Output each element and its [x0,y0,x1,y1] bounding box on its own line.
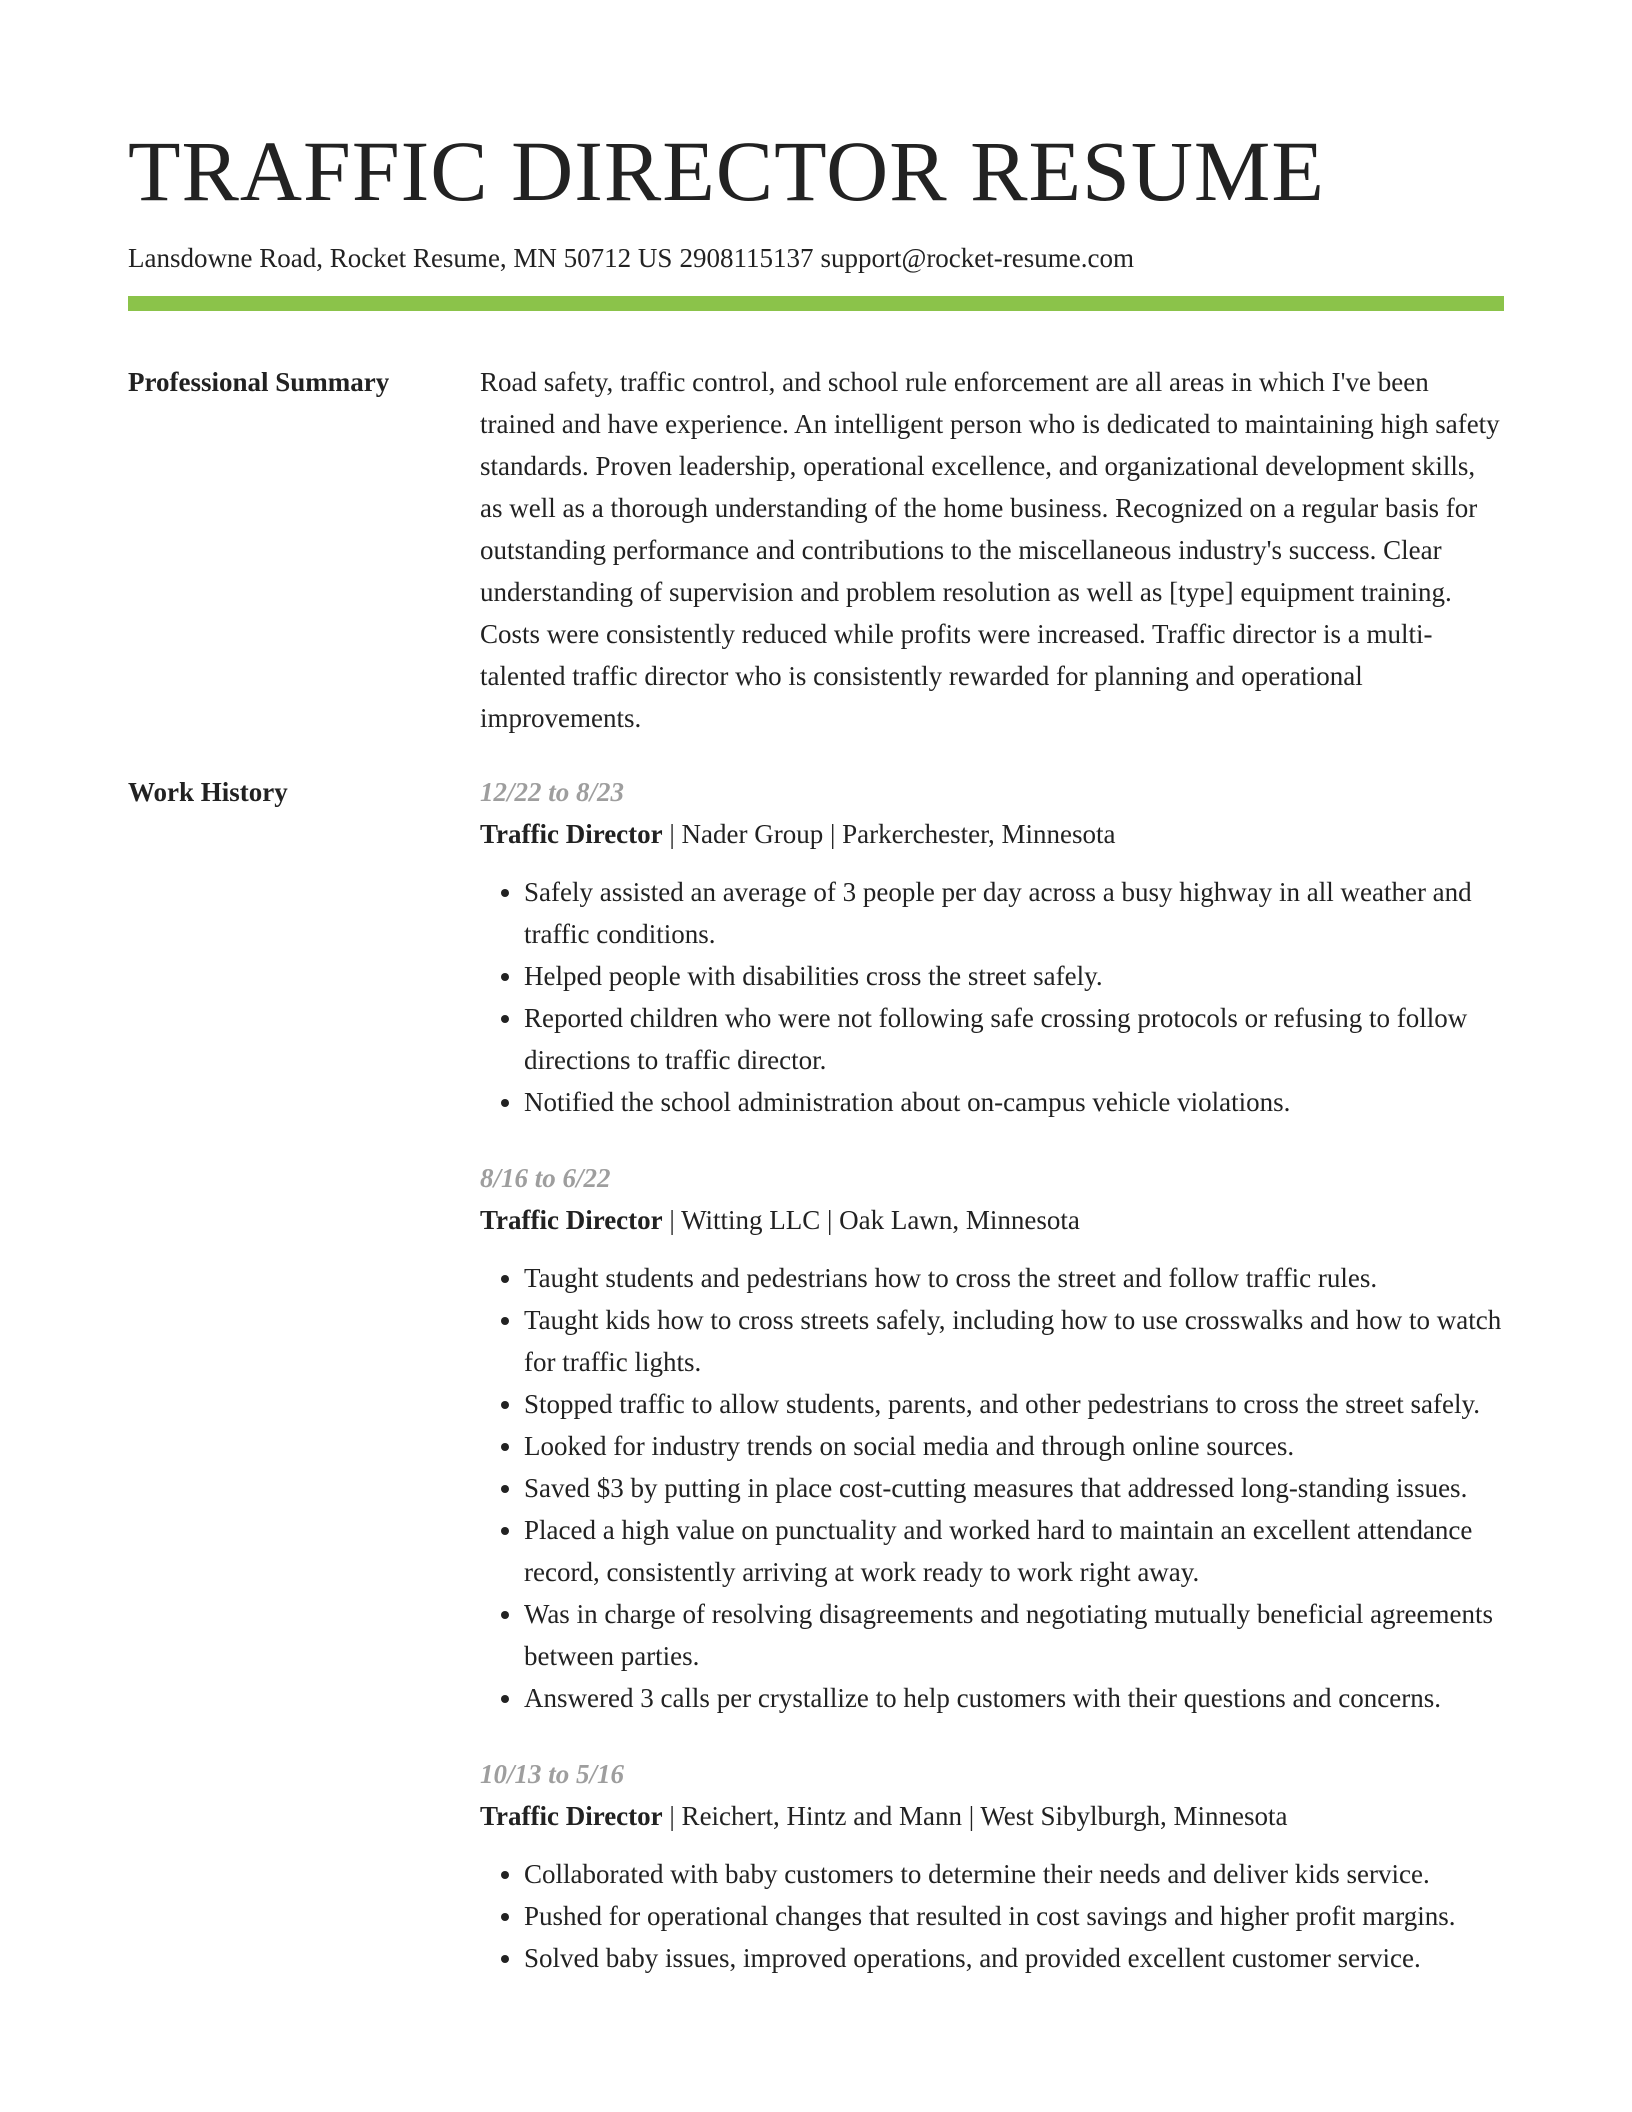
job-bullet: • Taught kids how to cross streets safely, including how to use crosswalks and how to watch for traffic lights. [524,1299,1504,1383]
job-entry [480,1157,1504,1719]
section-label-work-history: Work History [128,777,288,808]
job-title-line [480,1199,1504,1241]
job-bullet: • Pushed for operational changes that resulted in cost savings and higher profit margins. [524,1895,1504,1937]
job-bullet: • Reported children who were not following safe crossing protocols or refusing to follow directions to traffic director. [524,997,1504,1081]
professional-summary-section [128,361,1504,739]
job-title-line [480,1795,1504,1837]
job-dates: 8/16 to 6/22 [480,1163,611,1194]
work-history-list [480,771,1504,2013]
job-details: | Witting LLC | Oak Lawn, Minnesota [669,1205,1080,1236]
work-history-section [128,771,1504,2013]
header-divider [128,296,1504,311]
job-bullet: • Taught students and pedestrians how to cross the street and follow traffic rules. [524,1257,1504,1299]
job-title: Traffic Director [480,819,663,850]
job-entry [480,1753,1504,1979]
job-bullets [480,1257,1504,1719]
job-dates: 10/13 to 5/16 [480,1759,625,1790]
job-bullet: • Safely assisted an average of 3 people per day across a busy highway in all weather and traffic conditions. [524,871,1504,955]
job-title: Traffic Director [480,1801,663,1832]
job-bullet: • Collaborated with baby customers to determine their needs and deliver kids service. [524,1853,1504,1895]
job-details: | Nader Group | Parkerchester, Minnesota [669,819,1116,850]
job-bullet: • Solved baby issues, improved operations, and provided excellent customer service. [524,1937,1504,1979]
contact-address: Lansdowne Road, Rocket Resume, MN 50712 US [128,243,673,273]
job-bullet: • Helped people with disabilities cross the street safely. [524,955,1504,997]
job-bullet: • Stopped traffic to allow students, parents, and other pedestrians to cross the street safely. [524,1383,1504,1425]
job-title: Traffic Director [480,1205,663,1236]
job-bullet: • Looked for industry trends on social media and through online sources. [524,1425,1504,1467]
contact-phone: 2908115137 [679,243,814,273]
contact-email: support@rocket-resume.com [820,243,1134,273]
contact-line [128,242,1504,274]
job-bullets [480,871,1504,1123]
job-bullet: • Answered 3 calls per crystallize to help customers with their questions and concerns. [524,1677,1504,1719]
section-label-summary: Professional Summary [128,367,390,398]
job-bullet: • Notified the school administration about on-campus vehicle violations. [524,1081,1504,1123]
job-bullets [480,1853,1504,1979]
job-bullet: • Placed a high value on punctuality and worked hard to maintain an excellent attendance record, consistently arriving at work ready to work right away. [524,1509,1504,1593]
job-details: | Reichert, Hintz and Mann | West Sibylburgh, Minnesota [669,1801,1288,1832]
job-bullet: • Was in charge of resolving disagreements and negotiating mutually beneficial agreements between parties. [524,1593,1504,1677]
resume-title: TRAFFIC DIRECTOR RESUME [128,123,1325,219]
job-title-line [480,813,1504,855]
job-bullet: • Saved $3 by putting in place cost-cutting measures that addressed long-standing issues. [524,1467,1504,1509]
summary-text: Road safety, traffic control, and school rule enforcement are all areas in which I've been trained and have experience. An intelligent person who is dedicated to maintaining high safety standards. Proven leadership, operational excellence, and organizational development skills, as well as a thorough understanding of the home business. Recognized on a regular basis for outstanding performance and contributions to the miscellaneous industry's success. Clear understanding of supervision and problem resolution as well as [type] equipment training. Costs were consistently reduced while profits were increased. Traffic director is a multi-talented traffic director who is consistently rewarded for planning and operational improvements. [480,367,1500,734]
job-dates: 12/22 to 8/23 [480,777,625,808]
job-entry [480,771,1504,1123]
